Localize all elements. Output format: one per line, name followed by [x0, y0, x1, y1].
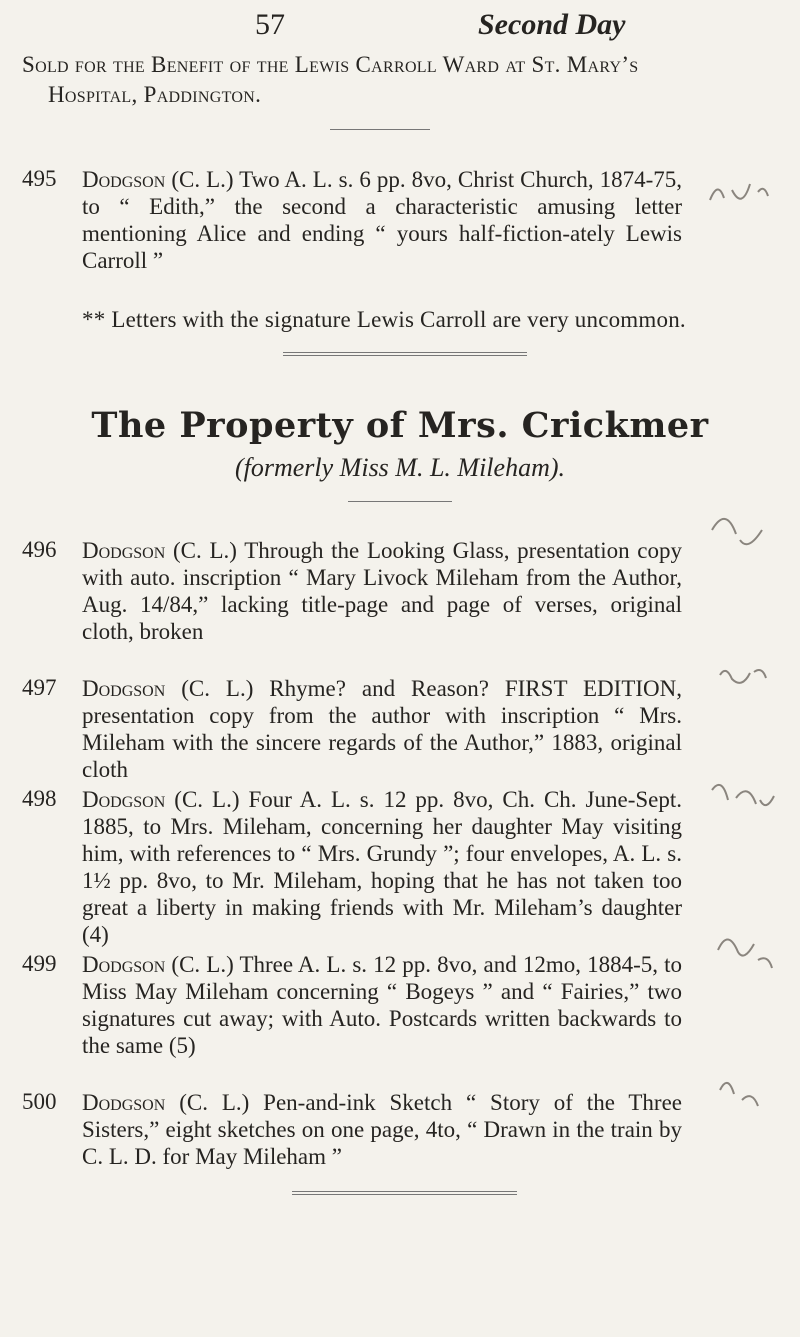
divider-rule [348, 501, 452, 502]
lot-author: Dodgson [82, 167, 166, 192]
lot-author: Dodgson [82, 538, 166, 563]
divider-rule [283, 355, 527, 356]
lot-description [82, 1089, 682, 1170]
lot-body: (C. L.) Four A. L. s. 12 pp. 8vo, Ch. Ch. June-Sept. 1885, to Mrs. Mileham, concerning her daughter May visiting him, with references to “ Mrs. Grundy ”; four envelopes, A. L. s. 1½ pp. 8vo, to Mr. Mileham, hoping that he has not taken too great a liberty in making friends with Mr. Mileham’s daughter [82, 787, 682, 920]
lot-count: (5) [168, 1033, 196, 1058]
lot-number: 500 [22, 1089, 57, 1114]
pencil-annotations [700, 160, 795, 1160]
lot-count: (4) [82, 922, 109, 947]
page-number: 57 [255, 8, 285, 41]
lot-body: (C. L.) Pen-and-ink Sketch “ Story of the Three Sisters,” eight sketches on one page, 4to, “ Drawn in the train by C. L. D. for May Mileham ” [82, 1090, 682, 1169]
lot-description [82, 951, 682, 1059]
property-heading: The Property of Mrs. Crickmer [91, 405, 709, 446]
lot-body: (C. L.) Two A. L. s. 6 pp. 8vo, Christ Church, 1874-75, to “ Edith,” the second a characteristic amusing letter mentioning Alice and ending “ yours half-fiction-ately Lewis Carroll ” [82, 167, 682, 273]
lot-description [82, 166, 682, 274]
running-head [0, 8, 800, 48]
lot-number: 495 [22, 166, 57, 191]
lot-author: Dodgson [82, 787, 166, 812]
lot-number: 498 [22, 786, 57, 811]
divider-rule [283, 352, 527, 353]
divider-rule [330, 129, 430, 130]
lot-number: 499 [22, 951, 57, 976]
sale-heading-line1: Sold for the Benefit of the Lewis Carroll Ward at St. Mary’s [22, 52, 639, 77]
divider-rule [292, 1194, 517, 1195]
lot-description [82, 675, 682, 783]
lot-number: 496 [22, 537, 57, 562]
lot-description [82, 537, 682, 645]
lot-body: (C. L.) Three A. L. s. 12 pp. 8vo, and 12mo, 1884-5, to Miss May Mileham concerning “ Bogeys ” and “ Fairies,” two signatures cut away; with Auto. Postcards written backwards to the same [82, 952, 682, 1058]
lot-author: Dodgson [82, 1090, 166, 1115]
divider-rule [292, 1191, 517, 1192]
property-subheading: (formerly Miss M. L. Mileham). [234, 453, 565, 482]
lot-number: 497 [22, 675, 57, 700]
lot-body: (C. L.) Through the Looking Glass, presentation copy with auto. inscription “ Mary Livock Mileham from the Author, Aug. 14/84,” lacking title-page and page of verses, original cloth, broken [82, 538, 683, 644]
lot-body: (C. L.) Rhyme? and Reason? FIRST EDITION, presentation copy from the author with inscription “ Mrs. Mileham with the sincere regards of the Author,” 1883, original cloth [82, 676, 683, 782]
lot-author: Dodgson [82, 952, 166, 977]
lot-author: Dodgson [82, 676, 166, 701]
day-label: Second Day [478, 8, 626, 41]
footnote: ** Letters with the signature Lewis Carroll are very uncommon. [82, 307, 686, 332]
sale-heading-line2: Hospital, Paddington. [48, 82, 262, 107]
lot-description [82, 786, 682, 948]
